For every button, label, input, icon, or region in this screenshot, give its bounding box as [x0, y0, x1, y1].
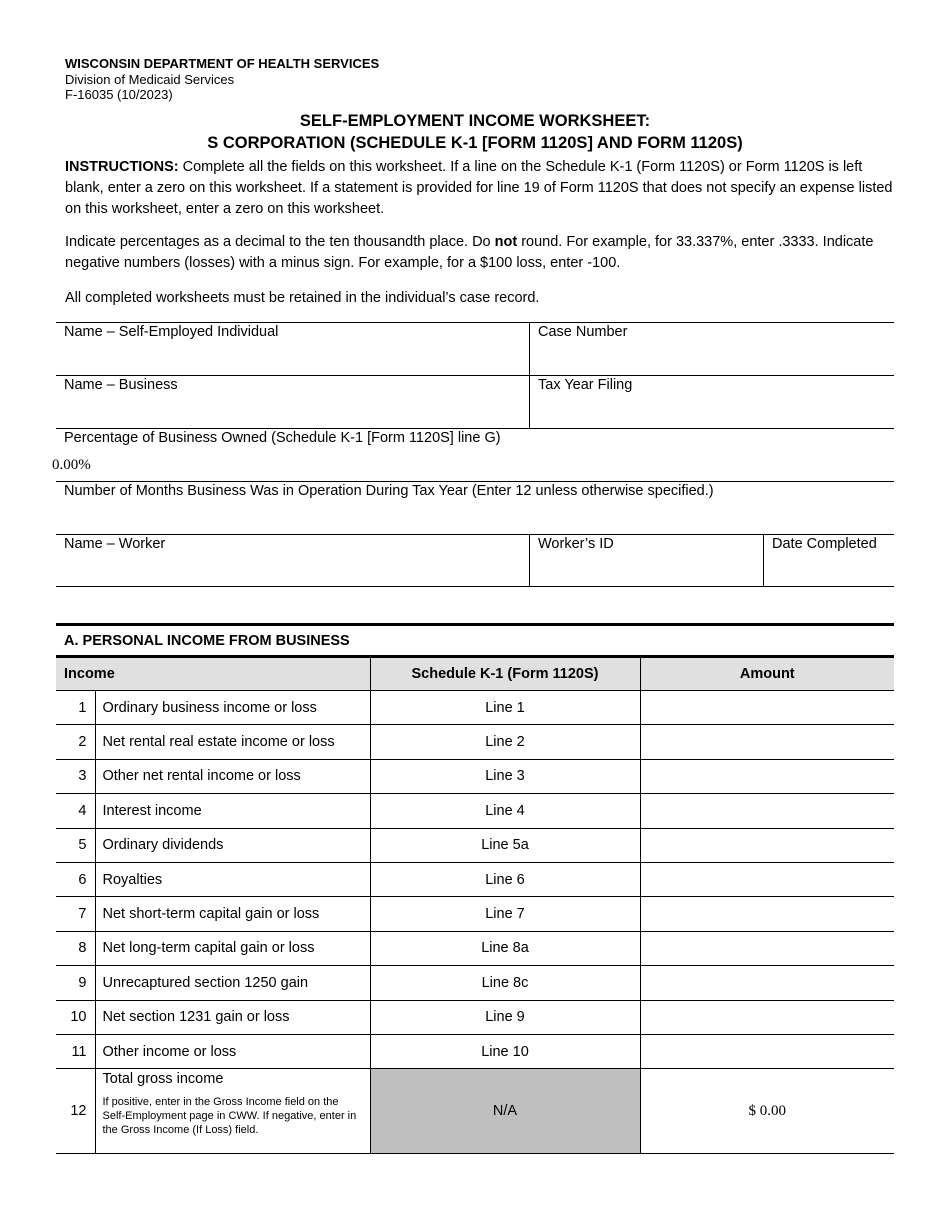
row-amount-input[interactable]: [640, 1034, 894, 1068]
row-number: 9: [56, 966, 95, 1000]
column-income: Income: [56, 657, 370, 691]
column-schedule: Schedule K-1 (Form 1120S): [370, 657, 640, 691]
row-amount-input[interactable]: [640, 759, 894, 793]
department-name: WISCONSIN DEPARTMENT OF HEALTH SERVICES: [65, 56, 380, 71]
retention-note: All completed worksheets must be retained in the individual’s case record.: [65, 290, 540, 306]
percent-owned-label: Percentage of Business Owned (Schedule K-1 [Form 1120S] line G): [64, 430, 501, 446]
row-description: Ordinary dividends: [95, 828, 370, 862]
row-schedule-line: Line 4: [370, 794, 640, 828]
row-amount-input[interactable]: [640, 691, 894, 725]
instructions-text: Complete all the fields on this worksheet. If a line on the Schedule K-1 (Form 1120S) or Form 1120S is left blank, enter a zero on this worksheet. If a statement is provided for line 19 of Form 1120S that does not specify an expense listed on this worksheet, enter a zero on this worksheet.: [65, 159, 893, 217]
row-description: Unrecaptured section 1250 gain: [95, 966, 370, 1000]
name-business-field[interactable]: [56, 376, 529, 428]
table-row: [56, 691, 894, 725]
row-schedule-line: Line 3: [370, 759, 640, 793]
title-line-1: SELF-EMPLOYMENT INCOME WORKSHEET:: [299, 112, 651, 130]
total-amount: [640, 1069, 894, 1154]
row-number: 1: [56, 691, 95, 725]
case-number-label: Case Number: [538, 324, 628, 340]
row-number: 6: [56, 862, 95, 896]
identification-fields: [52, 322, 894, 587]
row-amount-input[interactable]: [640, 897, 894, 931]
worker-id-label: Worker’s ID: [538, 536, 614, 552]
name-individual-label: Name – Self-Employed Individual: [64, 324, 279, 340]
row-amount-input[interactable]: [640, 966, 894, 1000]
info-row-5: [56, 534, 894, 587]
table-row: [56, 794, 894, 828]
total-schedule-na: N/A: [370, 1069, 640, 1154]
table-row: [56, 1000, 894, 1034]
table-row: [56, 1034, 894, 1068]
row-description: Royalties: [95, 862, 370, 896]
row-amount-input[interactable]: [640, 725, 894, 759]
page-title: [55, 110, 895, 154]
table-row: [56, 862, 894, 896]
row-number: 5: [56, 828, 95, 862]
percentage-instructions: [65, 232, 895, 274]
date-completed-label: Date Completed: [772, 536, 877, 552]
total-gross-income-row: [56, 1069, 894, 1154]
row-number: 10: [56, 1000, 95, 1034]
row-description: Interest income: [95, 794, 370, 828]
row-description: Other income or loss: [95, 1034, 370, 1068]
table-row: [56, 759, 894, 793]
percent-text-pre: Indicate percentages as a decimal to the ten thousandth place. Do: [65, 234, 495, 250]
info-row-3: [52, 428, 894, 481]
percent-owned-field[interactable]: [52, 429, 894, 481]
section-a: [56, 623, 894, 1154]
row-description: Net rental real estate income or loss: [95, 725, 370, 759]
title-line-2: S CORPORATION (SCHEDULE K-1 [FORM 1120S] AND FORM 1120S): [207, 134, 743, 152]
name-worker-label: Name – Worker: [64, 536, 166, 552]
tax-year-label: Tax Year Filing: [538, 377, 633, 393]
table-row: [56, 725, 894, 759]
row-schedule-line: Line 7: [370, 897, 640, 931]
months-operation-field[interactable]: [56, 482, 894, 534]
row-description: Net short-term capital gain or loss: [95, 897, 370, 931]
row-schedule-line: Line 8c: [370, 966, 640, 1000]
info-row-4: [56, 481, 894, 534]
row-number: 2: [56, 725, 95, 759]
table-header-row: [56, 657, 894, 691]
row-amount-input[interactable]: [640, 931, 894, 965]
row-schedule-line: Line 10: [370, 1034, 640, 1068]
name-individual-field[interactable]: [56, 323, 529, 375]
row-amount-input[interactable]: [640, 1000, 894, 1034]
row-number: 8: [56, 931, 95, 965]
income-table: [56, 655, 894, 1154]
row-number: 12: [56, 1069, 95, 1154]
percent-text-post: round. For example, for 33.337%, enter .3333. Indicate negative numbers (losses) with a minus sign. For example, for a $100 loss, enter -100.: [65, 234, 874, 271]
name-business-label: Name – Business: [64, 377, 178, 393]
row-number: 11: [56, 1034, 95, 1068]
total-description: [95, 1069, 370, 1154]
row-description: Ordinary business income or loss: [95, 691, 370, 725]
table-row: [56, 931, 894, 965]
row-amount-input[interactable]: [640, 794, 894, 828]
date-completed-field[interactable]: [763, 535, 894, 586]
row-description: Other net rental income or loss: [95, 759, 370, 793]
tax-year-field[interactable]: [529, 376, 894, 428]
percent-text-bold: not: [494, 234, 518, 250]
percent-owned-value[interactable]: 0.00%: [52, 457, 91, 473]
row-amount-input[interactable]: [640, 828, 894, 862]
info-row-2: [56, 375, 894, 428]
column-amount: Amount: [640, 657, 894, 691]
row-amount-input[interactable]: [640, 862, 894, 896]
row-schedule-line: Line 2: [370, 725, 640, 759]
instructions-paragraph: [65, 157, 895, 220]
division-name: Division of Medicaid Services: [65, 71, 235, 87]
instructions-label: INSTRUCTIONS:: [65, 159, 179, 175]
case-number-field[interactable]: [529, 323, 894, 375]
form-header: [65, 56, 379, 103]
total-amount-value: $ 0.00: [748, 1102, 786, 1119]
table-row: [56, 897, 894, 931]
table-row: [56, 828, 894, 862]
months-operation-label: Number of Months Business Was in Operation During Tax Year (Enter 12 unless otherwise specified.): [64, 483, 714, 499]
row-schedule-line: Line 1: [370, 691, 640, 725]
row-description: Net section 1231 gain or loss: [95, 1000, 370, 1034]
row-schedule-line: Line 9: [370, 1000, 640, 1034]
table-row: [56, 966, 894, 1000]
form-id: F-16035 (10/2023): [65, 87, 173, 102]
row-number: 4: [56, 794, 95, 828]
row-description: Net long-term capital gain or loss: [95, 931, 370, 965]
total-label: Total gross income: [102, 1071, 224, 1088]
info-row-1: [56, 322, 894, 375]
row-schedule-line: Line 8a: [370, 931, 640, 965]
worker-id-field[interactable]: [529, 535, 763, 586]
row-schedule-line: Line 6: [370, 862, 640, 896]
row-number: 7: [56, 897, 95, 931]
row-schedule-line: Line 5a: [370, 828, 640, 862]
section-a-title: A. PERSONAL INCOME FROM BUSINESS: [56, 623, 894, 655]
name-worker-field[interactable]: [56, 535, 529, 586]
total-note: If positive, enter in the Gross Income field on the Self-Employment page in CWW. If negative, enter in the Gross Income (If Loss) field.: [102, 1096, 357, 1137]
row-number: 3: [56, 759, 95, 793]
